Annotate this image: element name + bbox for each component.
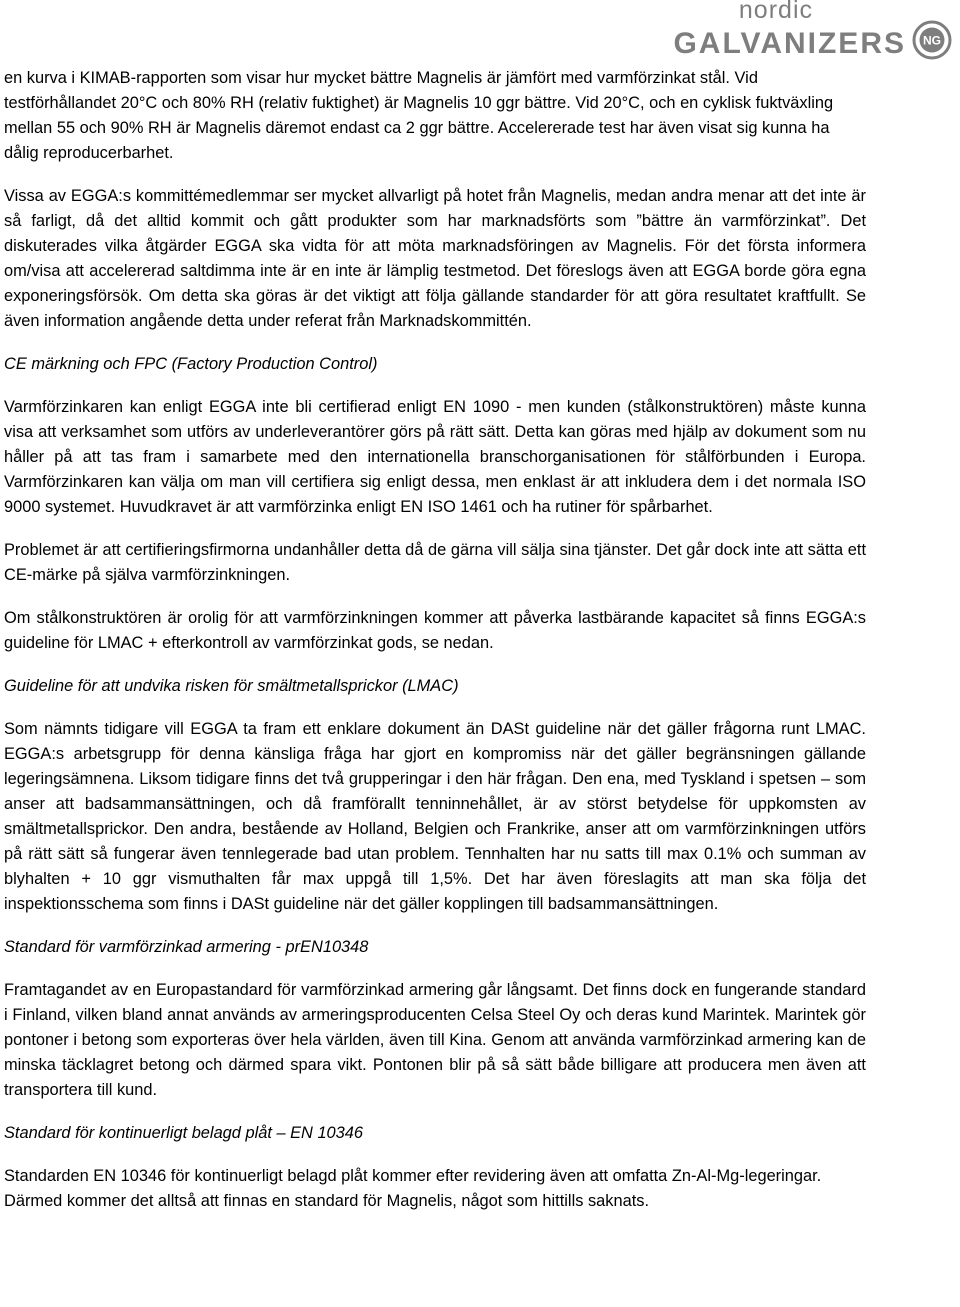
logo-galvanizers-text: GALVANIZERS [673, 27, 906, 60]
heading-rebar-standard: Standard för varmförzinkad armering - prEN10348 [4, 938, 369, 956]
paragraph-load-bearing: Om stålkonstruktören är orolig för att varmförzinkningen kommer att påverka lastbärande kapacitet så finns EGGA:s guideline för LMAC + efterkontroll av varmförzinkat gods, se nedan. [4, 609, 866, 652]
paragraph-magnelis-kimab: en kurva i KIMAB-rapporten som visar hur mycket bättre Magnelis är jämfört med varmförzinkat stål. Vid testförhållandet 20°C och 80% RH (relativ fuktighet) är Magnelis 10 ggr bättre. Vid 20°C, och en cyklisk fuktväxling mellan 55 och 90% RH är Magnelis däremot endast ca 2 ggr bättre. Accelererade test har även visat sig kunna ha dålig reproducerbarhet. [4, 69, 834, 162]
logo-mark-icon [912, 20, 952, 60]
heading-en10346: Standard för kontinuerligt belagd plåt – EN 10346 [4, 1124, 364, 1142]
nordic-galvanizers-logo [618, 0, 958, 62]
paragraph-en1090: Varmförzinkaren kan enligt EGGA inte bli certifierad enligt EN 1090 - men kunden (stålkonstruktören) måste kunna visa att verksamhet som utförs av underleverantörer görs på rätt sätt. Detta kan göras med hjälp av dokument som nu håller på att tas fram i samarbete med den internationella branschorganisationen för stålförbunden i Europa. Varmförzinkaren kan välja om man vill certifiera sig enligt dessa, men enklast är att inkludera dem i det normala ISO 9000 systemet. Huvudkravet är att varmförzinka enligt EN ISO 1461 och ha rutiner för spårbarhet. [4, 398, 866, 516]
logo-nordic-text: nordic [738, 0, 813, 24]
paragraph-lmac: Som nämnts tidigare vill EGGA ta fram ett enklare dokument än DASt guideline när det gäller frågorna runt LMAC. EGGA:s arbetsgrupp för denna känsliga fråga har gjort en kompromiss när det gäller begränsningen gällande legeringsämnena. Liksom tidigare finns det två grupperingar i den här frågan. Den ena, med Tyskland i spetsen – som anser att badsammansättningen, och då framförallt tenninnehållet, är av störst betydelse för uppkomsten av smältmetallsprickor. Den andra, bestående av Holland, Belgien och Frankrike, anser att om varmförzinkningen utförs på rätt sätt så fungerar även tennlegerade bad utan problem. Tennhalten har nu satts till max 0.1% och summan av blyhalten + 10 ggr vismuthalten får max uppgå till 1,5%. Det har även föreslagits att man ska följa det inspektionsschema som finns i DASt guideline när det gäller kopplingen till badsammansättningen. [4, 720, 866, 913]
logo-mark-text: NG [923, 33, 941, 48]
paragraph-egga-committee: Vissa av EGGA:s kommittémedlemmar ser mycket allvarligt på hotet från Magnelis, medan andra menar att det inte är så farligt, då det alltid kommit och gått produkter som har marknadsförts som ”bättre än varmförzinkat”. Det diskuterades vilka åtgärder EGGA ska vidta för att möta marknadsföringen av Magnelis. För det första informera om/visa att accelererad saltdimma inte är en inte är lämplig testmetod. Det föreslogs även att EGGA borde göra egna exponeringsförsök. Om detta ska göras är det viktigt att följa gällande standarder för att göra resultatet kraftfullt. Se även information angående detta under referat från Marknadskommittén. [4, 187, 866, 330]
paragraph-certification-firms: Problemet är att certifieringsfirmorna undanhåller detta då de gärna vill sälja sina tjänster. Det går dock inte att sätta ett CE-märke på själva varmförzinkningen. [4, 541, 866, 584]
heading-ce-marking: CE märkning och FPC (Factory Production Control) [4, 355, 378, 373]
paragraph-en10346: Standarden EN 10346 för kontinuerligt belagd plåt kommer efter revidering även att omfatta Zn-Al-Mg-legeringar. Därmed kommer det alltså att finnas en standard för Magnelis, något som hittills saknats. [4, 1167, 822, 1210]
document-body [4, 66, 866, 1214]
heading-lmac-guideline: Guideline för att undvika risken för smältmetallsprickor (LMAC) [4, 677, 459, 695]
paragraph-rebar: Framtagandet av en Europastandard för varmförzinkad armering går långsamt. Det finns dock en fungerande standard i Finland, vilken bland annat används av armeringsproducenten Celsa Steel Oy och deras kund Marintek. Marintek gör pontoner i betong som exporteras över hela världen, även till Kina. Genom att använda varmförzinkad armering kan de minska täcklagret betong och därmed spara vikt. Pontonen blir på så sätt både billigare att producera men även att transportera till kund. [4, 981, 866, 1099]
